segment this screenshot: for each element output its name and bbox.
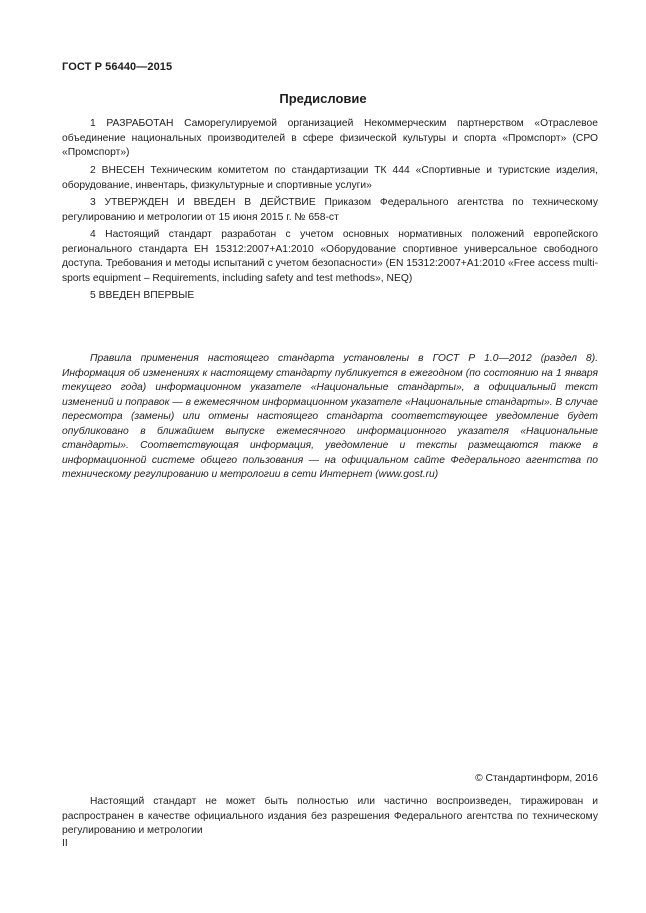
foreword-item-2: 2 ВНЕСЕН Техническим комитетом по стандартизации ТК 444 «Спортивные и туристские изделия, оборудование, инвентарь, физкультурные и спортивные услуги» bbox=[62, 165, 598, 191]
document-header: ГОСТ Р 56440—2015 bbox=[62, 61, 173, 73]
foreword-item-1: 1 РАЗРАБОТАН Саморегулируемой организацией Некоммерческим партнерством «Отраслевое объединение национальных производителей в сфере физической культуры и спорта «Промспорт» (СРО «Промспорт») bbox=[62, 118, 598, 158]
reproduction-note: Настоящий стандарт не может быть полностью или частично воспроизведен, тиражирован и распространен в качестве официального издания без разрешения Федерального агентства по техническому регулированию и метрологии bbox=[62, 796, 598, 836]
rules-note: Правила применения настоящего стандарта установлены в ГОСТ Р 1.0—2012 (раздел 8). Информация об изменениях к настоящему стандарту публикуется в ежегодном (по состоянию на 1 января текущего года) информационном указателе «Национальные стандарты», а официальный текст изменений и поправок — в ежемесячном информационном указателе «Национальные стандарты». В случае пересмотра (замены) или отмены настоящего стандарта соответствующее уведомление будет опубликовано в ближайшем выпуске ежемесячного информационного указателя «Национальные стандарты». Соответствующая информация, уведомление и тексты размещаются также в информационной системе общего пользования — на официальном сайте Федерального агентства по техническому регулированию и метрологии в сети Интернет (www.gost.ru) bbox=[62, 353, 598, 480]
foreword-item-5: 5 ВВЕДЕН ВПЕРВЫЕ bbox=[90, 290, 195, 301]
page-number: II bbox=[62, 838, 68, 849]
page-title: Предисловие bbox=[279, 91, 367, 106]
foreword-item-4: 4 Настоящий стандарт разработан с учетом основных нормативных положений европейского регионального стандарта ЕН 15312:2007+А1:2010 «Оборудование спортивное универсальное свободного доступа. Требования и методы испытаний с учетом безопасности» (EN 15312:2007+A1:2010 «Free access multi-sports equipment – Requirements, including safety and test methods», NEQ) bbox=[62, 229, 598, 284]
copyright: © Стандартинформ, 2016 bbox=[475, 773, 598, 784]
foreword-item-3: 3 УТВЕРЖДЕН И ВВЕДЕН В ДЕЙСТВИЕ Приказом Федерального агентства по техническому регулированию и метрологии от 15 июня 2015 г. № 658-ст bbox=[62, 197, 598, 223]
